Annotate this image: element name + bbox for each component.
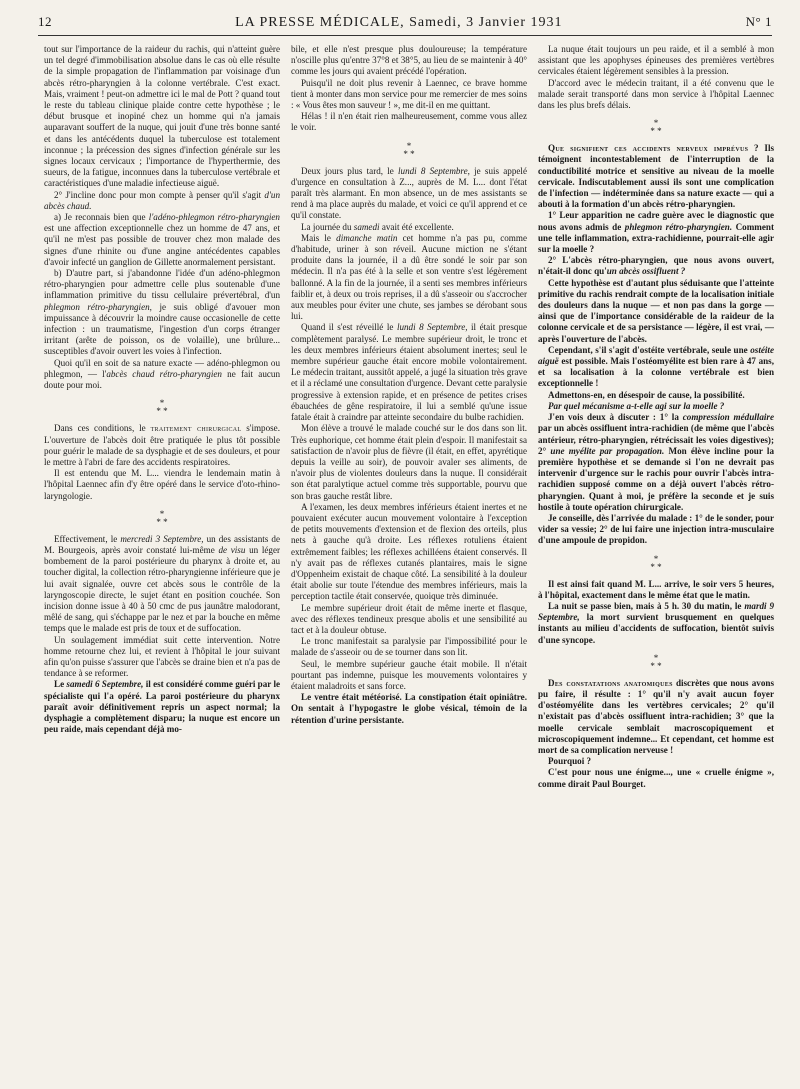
- paragraph: Que signifient ces accidents nerveux imprévus ? Ils témoignent incontestablement de l'interruption de la conductibilité motrice et sensitive au niveau de la moelle cervicale. Indiscutablement aussi ils sont une complication de l'infection — indéterminée dans sa nature exacte — qui a abouti à la formation d'un abcès rétro-pharyngien.: [538, 143, 774, 210]
- column-1: [44, 44, 280, 1089]
- paragraph: Dans ces conditions, le traitement chirurgical s'impose. L'ouverture de l'abcès doit être pratiquée le plus tôt possible pour guérir le malade de sa dysphagie et de ses douleurs, et pour le mettre à l'abri de fare des accidents respiratoires.: [44, 423, 280, 467]
- section-separator: * * *: [650, 118, 662, 137]
- paragraph: Cependant, s'il s'agit d'ostéite vertébrale, seule une ostéite aiguë est possible. Mais l'ostéomyélite est bien rare à 47 ans, et sa localisation à la colonne vertébrale est bien exceptionnelle !: [538, 344, 774, 389]
- paragraph: Le membre supérieur droit était de même inerte et flasque, avec des réflexes tendineux presque abolis et une sensibilité au tact et à la douleur obtuse.: [291, 602, 527, 635]
- paragraph: a) Je reconnais bien que l'adéno-phlegmon rétro-pharyngien est une affection exceptionnelle chez un homme de 47 ans, et qu'il ne m'est pas possible de trouver chez mon malade des signes d'une rhinite ou d'une angine antécédentes capables d'avoir infecté un ganglion de Gillette anormalement persistant.: [44, 212, 280, 267]
- journal-title: LA PRESSE MÉDICALE, Samedi, 3 Janvier 1931: [235, 15, 563, 30]
- paragraph: Le samedi 6 Septembre, il est considéré comme guéri par le spécialiste qui l'a opéré. La paroi postérieure du pharynx paraît avoir définitivement repris un aspect normal; la dysphagie a complètement disparu; la nuque est encore un peu raide, mais cependant déjà mo-: [44, 679, 280, 735]
- section-separator: * * *: [650, 652, 662, 671]
- article-columns: [20, 44, 780, 1089]
- paragraph: b) D'autre part, si j'abandonne l'idée d'un adéno-phlegmon rétro-pharyngien pour admettre celle plus soutenable d'une inflammation primitive du tissu cellulaire prévertébral, d'un phlegmon rétro-pharyngien, je suis obligé d'avouer mon impuissance à découvrir la moindre cause occasionelle de cette infection : un traumatisme, l'ingestion d'un corps étranger irritant (arête de poisson, os de volaille), une brûlure... susceptibles d'avoir ouvert les voies à l'infection.: [44, 268, 280, 357]
- paragraph: Le tronc manifestait sa paralysie par l'impossibilité pour le malade de s'asseoir ou de se tourner dans son lit.: [291, 636, 527, 658]
- paragraph: Admettons-en, en désespoir de cause, la possibilité.: [548, 389, 745, 400]
- issue-number: N° 1: [745, 14, 772, 29]
- paragraph: Cette hypothèse est d'autant plus séduisante que l'atteinte primitive du rachis rendrait compte de la localisation initiale des douleurs dans la nuque — et non pas dans la gorge — ainsi que de l'importance considérable de la raideur de la colonne cervicale et de sa persistance — légère, il est vrai, — après l'ouverture de l'abcès.: [538, 277, 774, 344]
- paragraph: La journée du samedi avait été excellente.: [301, 221, 454, 232]
- paragraph: D'accord avec le médecin traitant, il a été convenu que le malade serait transporté dans mon service à l'hôpital Laennec dans les plus brefs délais.: [538, 77, 774, 111]
- paragraph: J'en vois deux à discuter : 1° la compression médullaire par un abcès ossifluent intra-rachidien (de même que l'abcès antérieur, rétro-pharyngien, rétrécissait les voies digestives); 2° une myélite par propagation. Mon élève incline pour la première hypothèse et se demande si l'on ne devrait pas intervenir d'urgence sur le rachis pour ouvrir l'abcès intra-rachidien supposé comme on a déjà ouvert l'abcès rétro-pharyngien. Quant à moi, je préfère la seconde et je suis hostile à toute opération chirurgicale.: [538, 412, 774, 512]
- paragraph: Deux jours plus tard, le lundi 8 Septembre, je suis appelé d'urgence en consultation à Z..., auprès de M. L... dont l'état paraît très alarmant. En mon absence, un de mes assistants se rend à ma place auprès du malade, et voici ce qu'il apprend et ce qu'il constate.: [291, 165, 527, 221]
- paragraph: Quoi qu'il en soit de sa nature exacte — adéno-phlegmon ou phlegmon, — l'abcès chaud rétro-pharyngien ne fait aucun doute pour moi.: [44, 357, 280, 391]
- paragraph: La nuit se passe bien, mais à 5 h. 30 du matin, le mardi 9 Septembre, la mort survient brusquement en quelques instants au milieu d'accidents de suffocation, bientôt suivis d'une syncope.: [538, 600, 774, 645]
- paragraph: La nuque était toujours un peu raide, et il a semblé à mon assistant que les apophyses épineuses des premières vertèbres cervicales étaient légèrement sensibles à la pression.: [538, 44, 774, 77]
- column-3: [538, 44, 774, 1089]
- paragraph: Mais le dimanche matin cet homme n'a pas pu, comme d'habitude, uriner à son réveil. Aucune miction ne s'étant produite dans la journée, il a dû être sondé le soir par son médecin. Il n'a pas été à la selle et son ventre s'est légèrement ballonné. A la fin de la journée, il a senti ses membres inférieurs faiblir et, à deux ou trois reprises, il a dû s'asseoir ou s'accrocher aux meubles pour éviter une chute, ses jambes se dérobant sous lui.: [291, 232, 527, 322]
- paragraph: Des constatations anatomiques discrètes que nous avons pu faire, il résulte : 1° qu'il n'y avait aucun foyer d'ostéomyélite dans les vertèbres cervicales; 2° qu'il n'existait pas d'abcès ossifluent intra-rachidien; 3° que la moelle cervicale semblait macroscopiquement et microscopiquement indemne... Et cependant, cet homme est mort de sa complication nerveuse !: [538, 677, 774, 755]
- paragraph: 2° L'abcès rétro-pharyngien, que nous avons ouvert, n'était-il donc qu'un abcès ossifluent ?: [538, 255, 774, 277]
- paragraph: Effectivement, le mercredi 3 Septembre, un des assistants de M. Bourgeois, après avoir constaté lui-même de visu un léger bombement de la paroi postérieure du pharynx à droite et, au toucher digital, la collection rétro-pharyngienne inférieure que je lui avait signalée, ouvre cet abcès sous le contrôle de la laryngoscopie directe, le sujet étant en position couchée. Son incision donne issue à 40 à 50 cmc de pus jaunâtre malodorant, mêlé de sang, qui s'échappe par le nez et par la bouche en même temps que le malade est pris de toux et de suffocation.: [44, 533, 280, 634]
- paragraph: Hélas ! il n'en était rien malheureusement, comme vous allez le voir.: [291, 111, 527, 133]
- paragraph: bile, et elle n'est presque plus douloureuse; la température n'oscille plus qu'entre 37°8 et 38°5, au lieu de se maintenir à 40° comme les jours qui avaient précédé l'opération.: [291, 44, 527, 77]
- paragraph: Mon élève a trouvé le malade couché sur le dos dans son lit. Très euphorique, cet homme était plein d'espoir. Il manifestait sa satisfaction de n'avoir plus de fièvre (il était, en effet, apyrétique depuis la veille au soir), de pouvoir avaler ses aliments, de n'avoir plus de violentes douleurs dans la nuque. Il considérait son état paralytique actuel comme très supportable, pourvu que son bras gauche restât libre.: [291, 423, 527, 501]
- paragraph: Puisqu'il ne doit plus revenir à Laennec, ce brave homme tient à monter dans mon service pour me remercier de mes soins : « Vous êtes mon sauveur ! », me dit-il en me quittant.: [291, 77, 527, 111]
- paragraph: 1° Leur apparition ne cadre guère avec le diagnostic que nous avons admis de phlegmon rétro-pharyngien. Comment une telle inflammation, extra-rachidienne, pourrait-elle agir sur la moelle ?: [538, 210, 774, 255]
- section-separator: * * *: [403, 140, 415, 159]
- section-separator: * * *: [156, 508, 168, 527]
- paragraph: C'est pour nous une énigme..., une « cruelle énigme », comme dirait Paul Bourget.: [538, 767, 774, 789]
- paragraph: Un soulagement immédiat suit cette intervention. Notre homme retourne chez lui, et revient à l'hôpital le jour suivant afin qu'on puisse s'assurer que l'abcès se draine bien et n'a pas de tendance à se reformer.: [44, 634, 280, 679]
- paragraph: Il est ainsi fait quand M. L... arrive, le soir vers 5 heures, à l'hôpital, exactement dans le même état que le matin.: [538, 578, 774, 600]
- page-header: [38, 14, 772, 36]
- paragraph: tout sur l'importance de la raideur du rachis, qui n'atteint guère un tel degré d'immobilisation absolue dans le cas où elle résulte de la simple propagation de l'inflammation par voisinage d'un abcès rétro-pharyngien à la colonne vertébrale. C'est exact. Mais, vraiment ! peut-on admettre ici le mal de Pott ? quand tout le reste du tableau clinique plaide contre cette hypothèse ; le début brusque et inopiné chez un homme qui n'a jamais auparavant souffert de la nuque, qui jouit d'une très bonne santé et dans les antécédents duquel la tuberculose est totalement inconnue ; la précession des signes d'infection générale sur les signes locaux cervicaux ; l'importance de l'hyperthermie, des sueurs, de la fatigue, inconnues dans la tuberculose vertébrale et caractéristiques d'une maladie infectieuse aiguë.: [44, 44, 280, 189]
- paragraph: Il est entendu que M. L... viendra le lendemain matin à l'hôpital Laennec afin d'y être opéré dans le service d'oto-rhino-laryngologie.: [44, 468, 280, 501]
- paragraph: 2° J'incline donc pour mon compte à penser qu'il s'agit d'un abcès chaud.: [44, 189, 280, 211]
- paragraph: Le ventre était météorisé. La constipation était opiniâtre. On sentait à l'hypogastre le globe vésical, témoin de la rétention d'urine persistante.: [291, 692, 527, 725]
- column-2: [291, 44, 527, 1089]
- section-separator: * * *: [650, 553, 662, 572]
- page-number: 12: [38, 14, 52, 29]
- paragraph: Seul, le membre supérieur gauche était mobile. Il n'était pourtant pas indemne, puisque les mouvements volontaires y étaient maladroits et sans force.: [291, 658, 527, 691]
- section-separator: * * *: [156, 398, 168, 417]
- paragraph: Je conseille, dès l'arrivée du malade : 1° de le sonder, pour vider sa vessie; 2° de lui faire une injection intra-musculaire d'une ampoule de propidon.: [538, 512, 774, 546]
- paragraph: Quand il s'est réveillé le lundi 8 Septembre, il était presque complètement paralysé. Le membre supérieur droit, le tronc et les deux membres inférieurs étaient absolument inertes; seul le membre supérieur gauche était encore mobile volontairement. Le médecin traitant, aussitôt appelé, a jugé la situation très grave et il a réclamé une consultation d'urgence. Devant cette paralysie progressive à extension rapide, et en présence de petites crises ébauchées de gêne respiratoire, il lui a semblé qu'une issue fatale était à craindre par atteinte secondaire du bulbe rachidien.: [291, 322, 527, 423]
- paragraph: A l'examen, les deux membres inférieurs étaient inertes et ne pouvaient exécuter aucun mouvement volontaire à l'exception de petits mouvements d'extension et de flexion des orteils, plus nets à gauche qu'à droite. Les réflexes rotuliens étaient extrêmement faibles; les réflexes achilléens étaient conservés. Il n'y avait pas de réflexes cutanés plantaires, mais le signe d'Oppenheim existait de chaque côté. La sensibilité à la douleur était abolie sur toute l'étendue des membres inférieurs, mais la perception tactile était conservée, quoique très diminuée.: [291, 501, 527, 602]
- paragraph: Pourquoi ?: [548, 756, 592, 767]
- paragraph: Par quel mécanisme a-t-elle agi sur la moelle ?: [548, 400, 725, 411]
